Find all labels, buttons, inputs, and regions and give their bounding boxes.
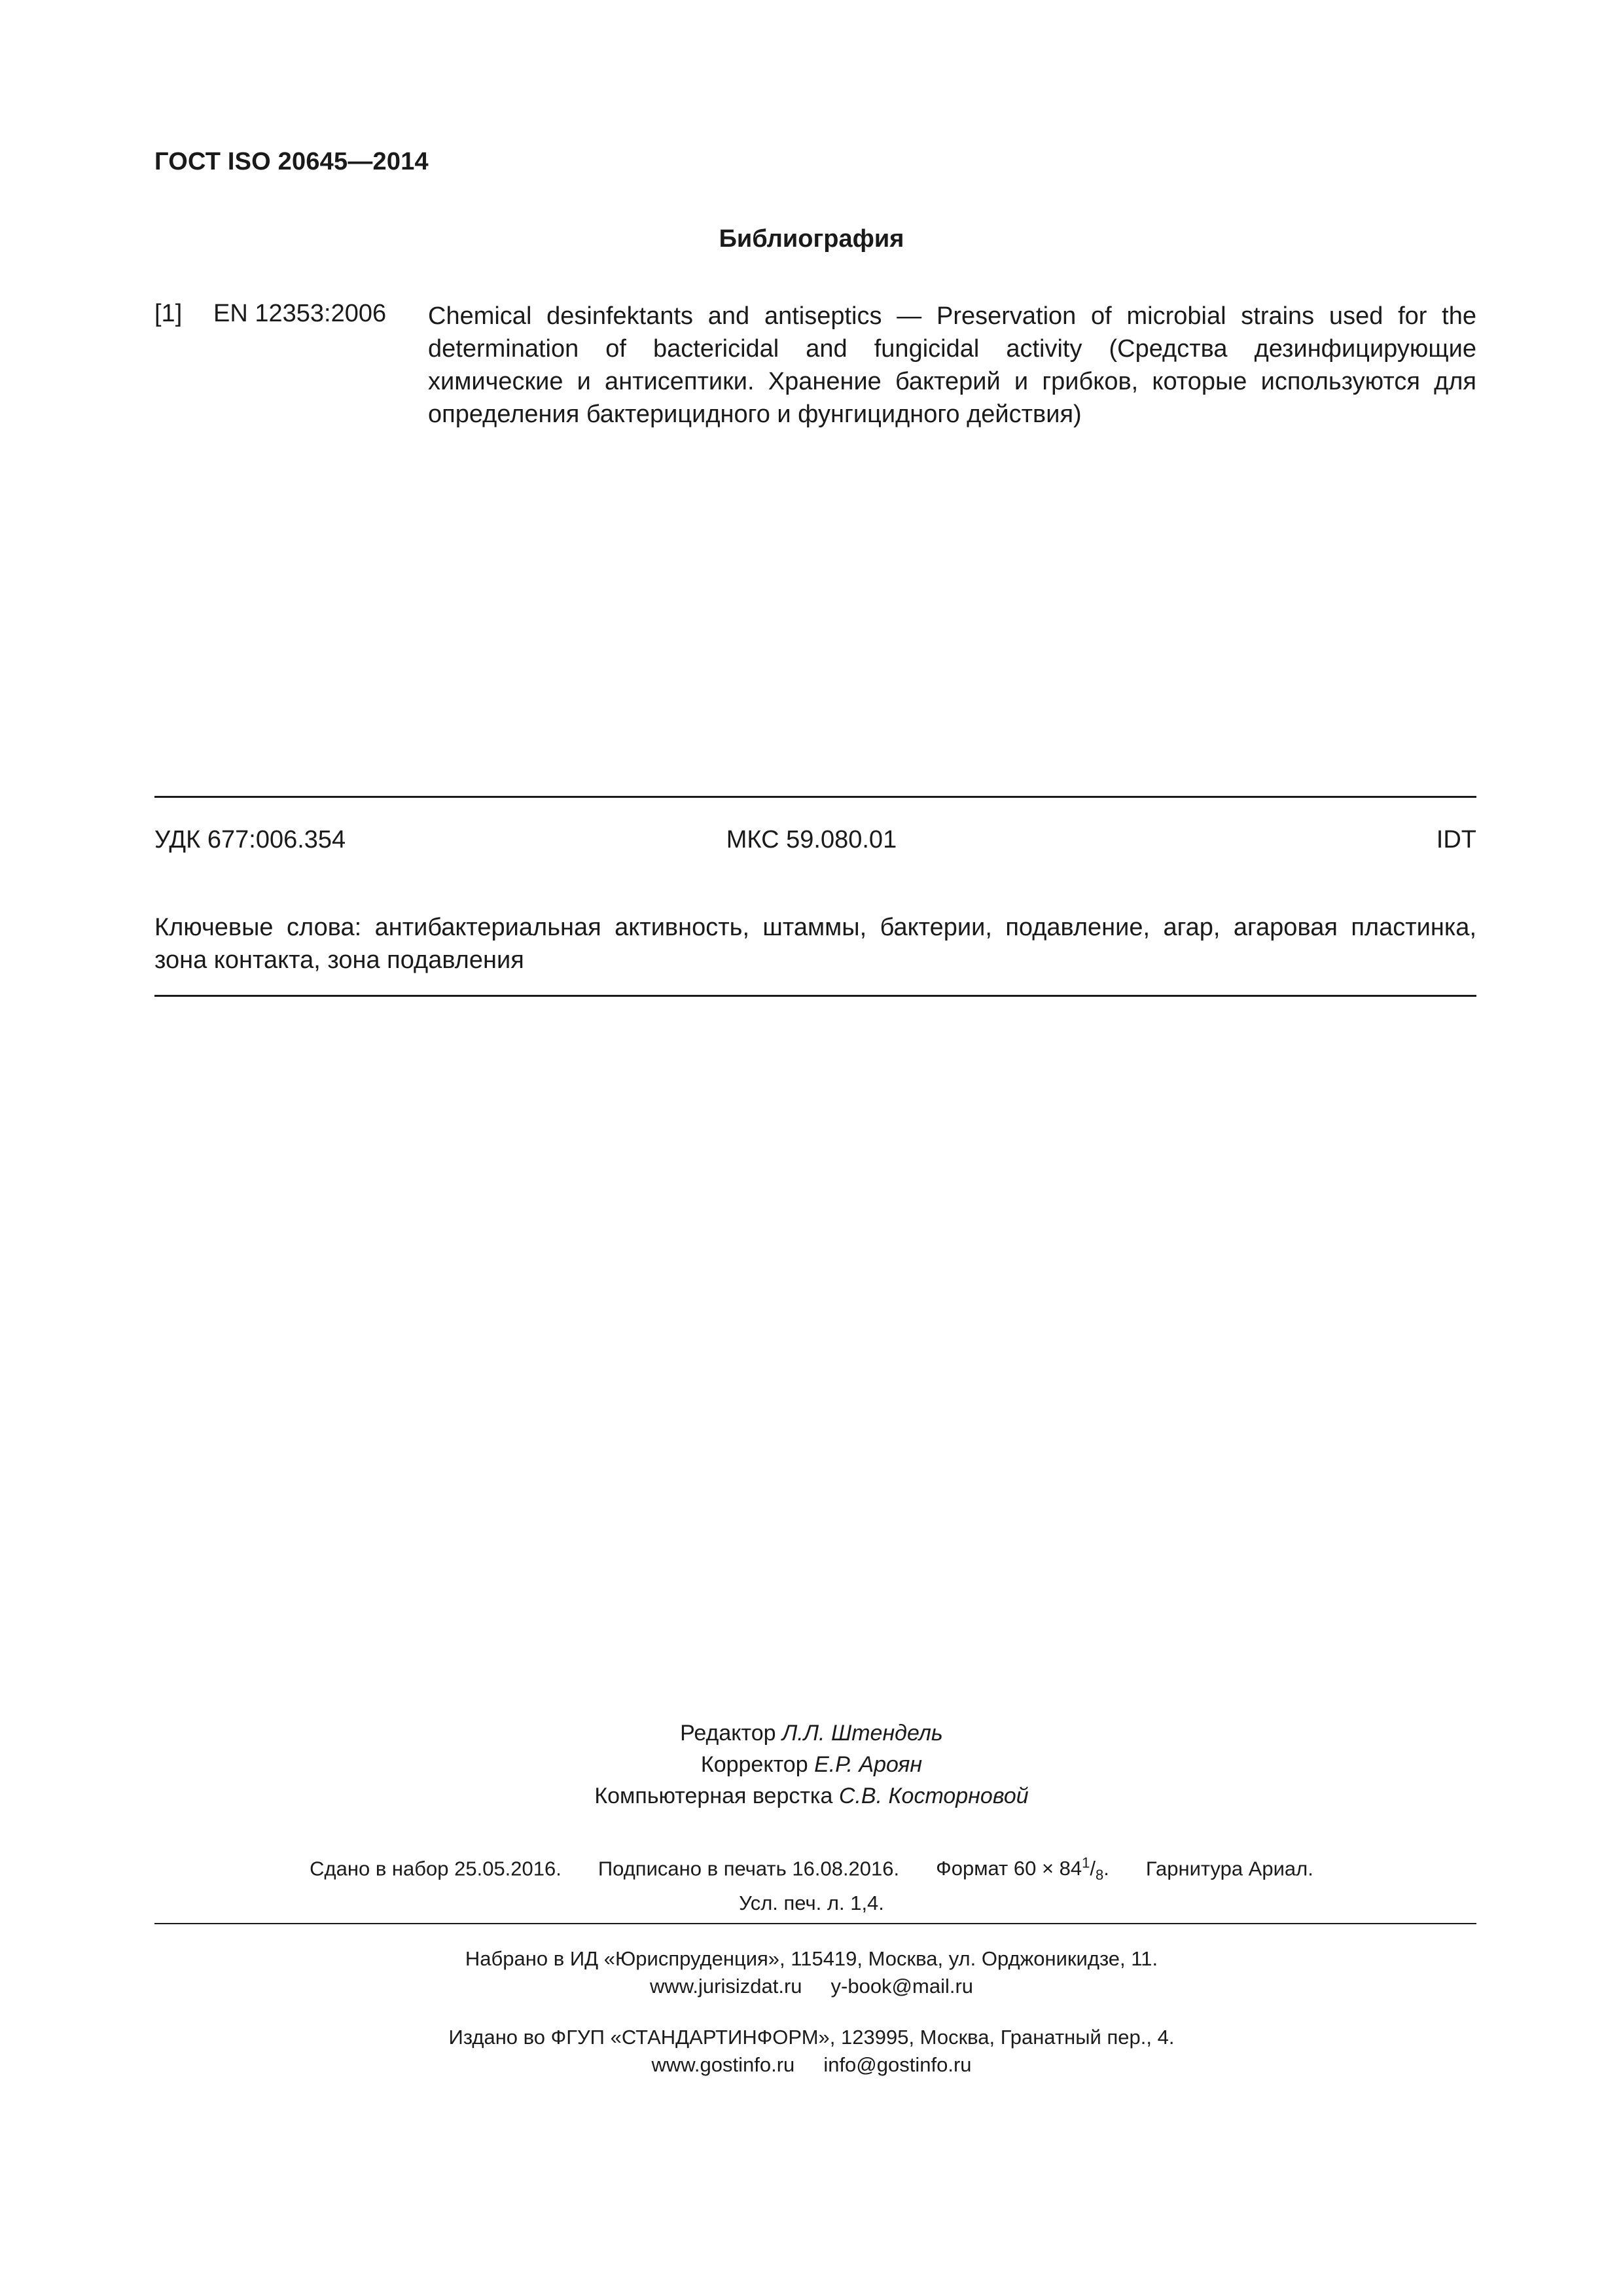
submitted-date: Сдано в набор 25.05.2016.: [310, 1857, 562, 1880]
layout-label: Компьютерная верстка: [594, 1784, 833, 1808]
typeset-site-link[interactable]: www.jurisizdat.ru: [649, 1975, 802, 1998]
layout-line: [0, 1780, 1623, 1812]
typeset-info: [0, 1945, 1623, 2000]
divider-bottom: [154, 1923, 1476, 1924]
typeset-line: Набрано в ИД «Юриспруденция», 115419, Москва, ул. Орджоникидзе, 11.: [465, 1947, 1158, 1970]
editor-line: [0, 1717, 1623, 1749]
corrector-name: Е.Р. Ароян: [814, 1752, 923, 1777]
corrector-label: Корректор: [700, 1752, 808, 1777]
bibliography-title: Библиография: [719, 225, 904, 253]
publisher-email-link[interactable]: info@gostinfo.ru: [823, 2053, 972, 2076]
typeface: Гарнитура Ариал.: [1145, 1857, 1313, 1880]
layout-name: С.В. Косторновой: [838, 1784, 1029, 1808]
paper-format-suffix: .: [1103, 1857, 1109, 1880]
paper-format: Формат $60 \times 84^1/_8$.: [936, 1855, 1109, 1884]
paper-format-denominator: 8: [1096, 1867, 1104, 1884]
bibliography-entry-number: [1]: [154, 300, 183, 327]
credits-block: [0, 1717, 1623, 1812]
udk-code: УДК 677:006.354: [154, 826, 346, 853]
keywords: Ключевые слова: антибактериальная активность, штаммы, бактерии, подавление, агар, агаровая пластинка, зона контакта, зона подавления: [154, 914, 1476, 974]
editor-name: Л.Л. Штендель: [781, 1721, 943, 1746]
divider-keywords: [154, 995, 1476, 997]
print-info-line: [0, 1850, 1623, 1890]
print-info: [0, 1850, 1623, 1917]
editor-label: Редактор: [680, 1721, 776, 1746]
publisher-site-link[interactable]: www.gostinfo.ru: [651, 2053, 795, 2076]
publisher-info: [0, 2024, 1623, 2079]
bibliography-entry-reference: EN 12353:2006: [213, 300, 387, 327]
publisher-line: Издано во ФГУП «СТАНДАРТИНФОРМ», 123995, Москва, Гранатный пер., 4.: [448, 2026, 1175, 2049]
divider-top: [154, 796, 1476, 798]
document-code: ГОСТ ISO 20645—2014: [154, 148, 429, 175]
printed-sheets: Усл. печ. л. 1,4.: [739, 1891, 884, 1914]
bibliography-entry-text: Chemical desinfektants and antiseptics — Preservation of microbial strains used for the determination of bactericidal and fungicidal activity (Средства дезинфицирующие химические и антисептики. Хранение бактерий и грибков, которые используются для определения бактерицидного и фунгицидного действия): [428, 302, 1476, 428]
paper-format-prefix: Формат 60 × 84: [936, 1857, 1082, 1880]
typeset-contacts: [0, 1973, 1623, 2000]
corrector-line: [0, 1749, 1623, 1780]
typeset-email-link[interactable]: y-book@mail.ru: [830, 1975, 974, 1998]
degree-of-correspondence: IDT: [1436, 826, 1476, 853]
paper-format-numerator: 1: [1082, 1855, 1090, 1871]
signed-date: Подписано в печать 16.08.2016.: [597, 1857, 900, 1880]
publisher-contacts: [0, 2051, 1623, 2079]
mks-code: МКС 59.080.01: [726, 826, 897, 853]
